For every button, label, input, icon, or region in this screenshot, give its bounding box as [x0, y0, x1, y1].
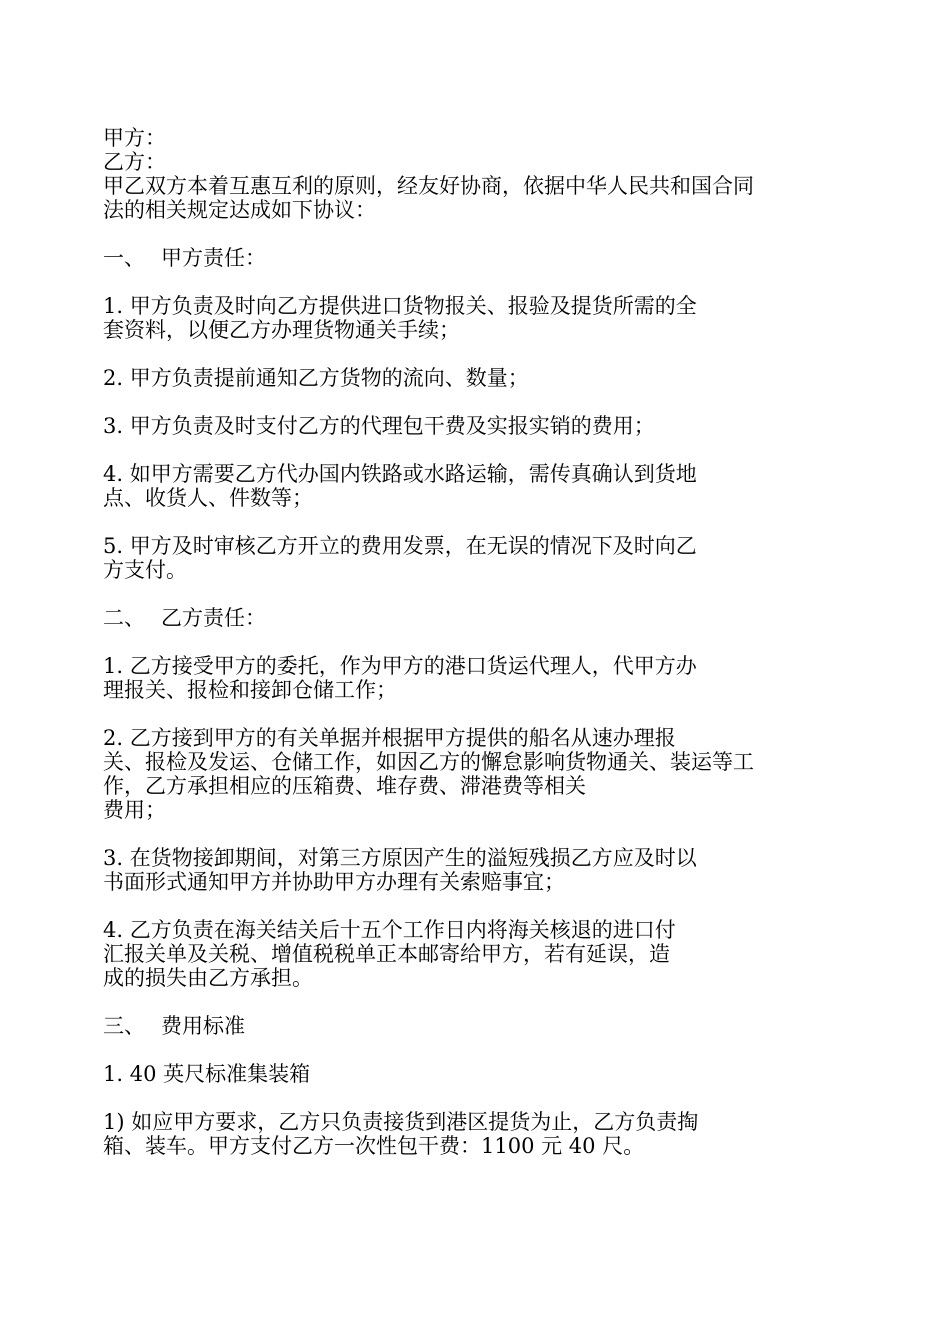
clause-line: 作，乙方承担相应的压箱费、堆存费、滞港费等相关: [103, 774, 586, 798]
party-b-label: 乙方：: [103, 150, 166, 174]
section-number: 二、: [103, 606, 145, 630]
subsection-title: 1. 40 英尺标准集装箱: [103, 1062, 311, 1086]
clause-line: 点、收货人、件数等；: [103, 486, 313, 510]
intro-line: 甲乙双方本着互惠互利的原则，经友好协商，依据中华人民共和国合同: [103, 174, 754, 198]
clause-line: 关、报检及发运、仓储工作，如因乙方的懈怠影响货物通关、装运等工: [103, 750, 754, 774]
clause-line: 书面形式通知甲方并协助甲方办理有关索赔事宜；: [103, 870, 565, 894]
section-number: 三、: [103, 1014, 145, 1038]
section-title: 甲方责任：: [161, 246, 266, 270]
clause-line: 1) 如应甲方要求，乙方只负责接货到港区提货为止，乙方负责掏: [103, 1110, 699, 1134]
clause-line: 3. 在货物接卸期间，对第三方原因产生的溢短残损乙方应及时以: [103, 846, 697, 870]
clause-line: 4. 乙方负责在海关结关后十五个工作日内将海关核退的进口付: [103, 918, 676, 942]
clause-line: 汇报关单及关税、增值税税单正本邮寄给甲方，若有延误，造: [103, 942, 670, 966]
clause-line: 费用；: [103, 798, 166, 822]
section-heading-party-a-duties: [103, 246, 863, 270]
section-number: 一、: [103, 246, 145, 270]
party-a-label: 甲方：: [103, 126, 166, 150]
clause-line: 箱、装车。甲方支付乙方一次性包干费：1100 元 40 尺。: [103, 1134, 645, 1158]
intro-line: 法的相关规定达成如下协议：: [103, 198, 376, 222]
section-heading-fee-standard: [103, 1014, 863, 1038]
clause-line: 2. 乙方接到甲方的有关单据并根据甲方提供的船名从速办理报: [103, 726, 676, 750]
clause-line: 3. 甲方负责及时支付乙方的代理包干费及实报实销的费用；: [103, 414, 655, 438]
clause-line: 方支付。: [103, 558, 187, 582]
section-title: 乙方责任：: [161, 606, 266, 630]
contract-document: [103, 126, 863, 1158]
clause-line: 4. 如甲方需要乙方代办国内铁路或水路运输，需传真确认到货地: [103, 462, 697, 486]
clause-line: 5. 甲方及时审核乙方开立的费用发票，在无误的情况下及时向乙: [103, 534, 697, 558]
clause-line: 2. 甲方负责提前通知乙方货物的流向、数量；: [103, 366, 529, 390]
section-heading-party-b-duties: [103, 606, 863, 630]
clause-line: 套资料，以便乙方办理货物通关手续；: [103, 318, 460, 342]
section-title: 费用标准: [161, 1014, 245, 1038]
clause-line: 理报关、报检和接卸仓储工作；: [103, 678, 397, 702]
clause-line: 1. 甲方负责及时向乙方提供进口货物报关、报验及提货所需的全: [103, 294, 697, 318]
clause-line: 成的损失由乙方承担。: [103, 966, 313, 990]
clause-line: 1. 乙方接受甲方的委托，作为甲方的港口货运代理人，代甲方办: [103, 654, 697, 678]
